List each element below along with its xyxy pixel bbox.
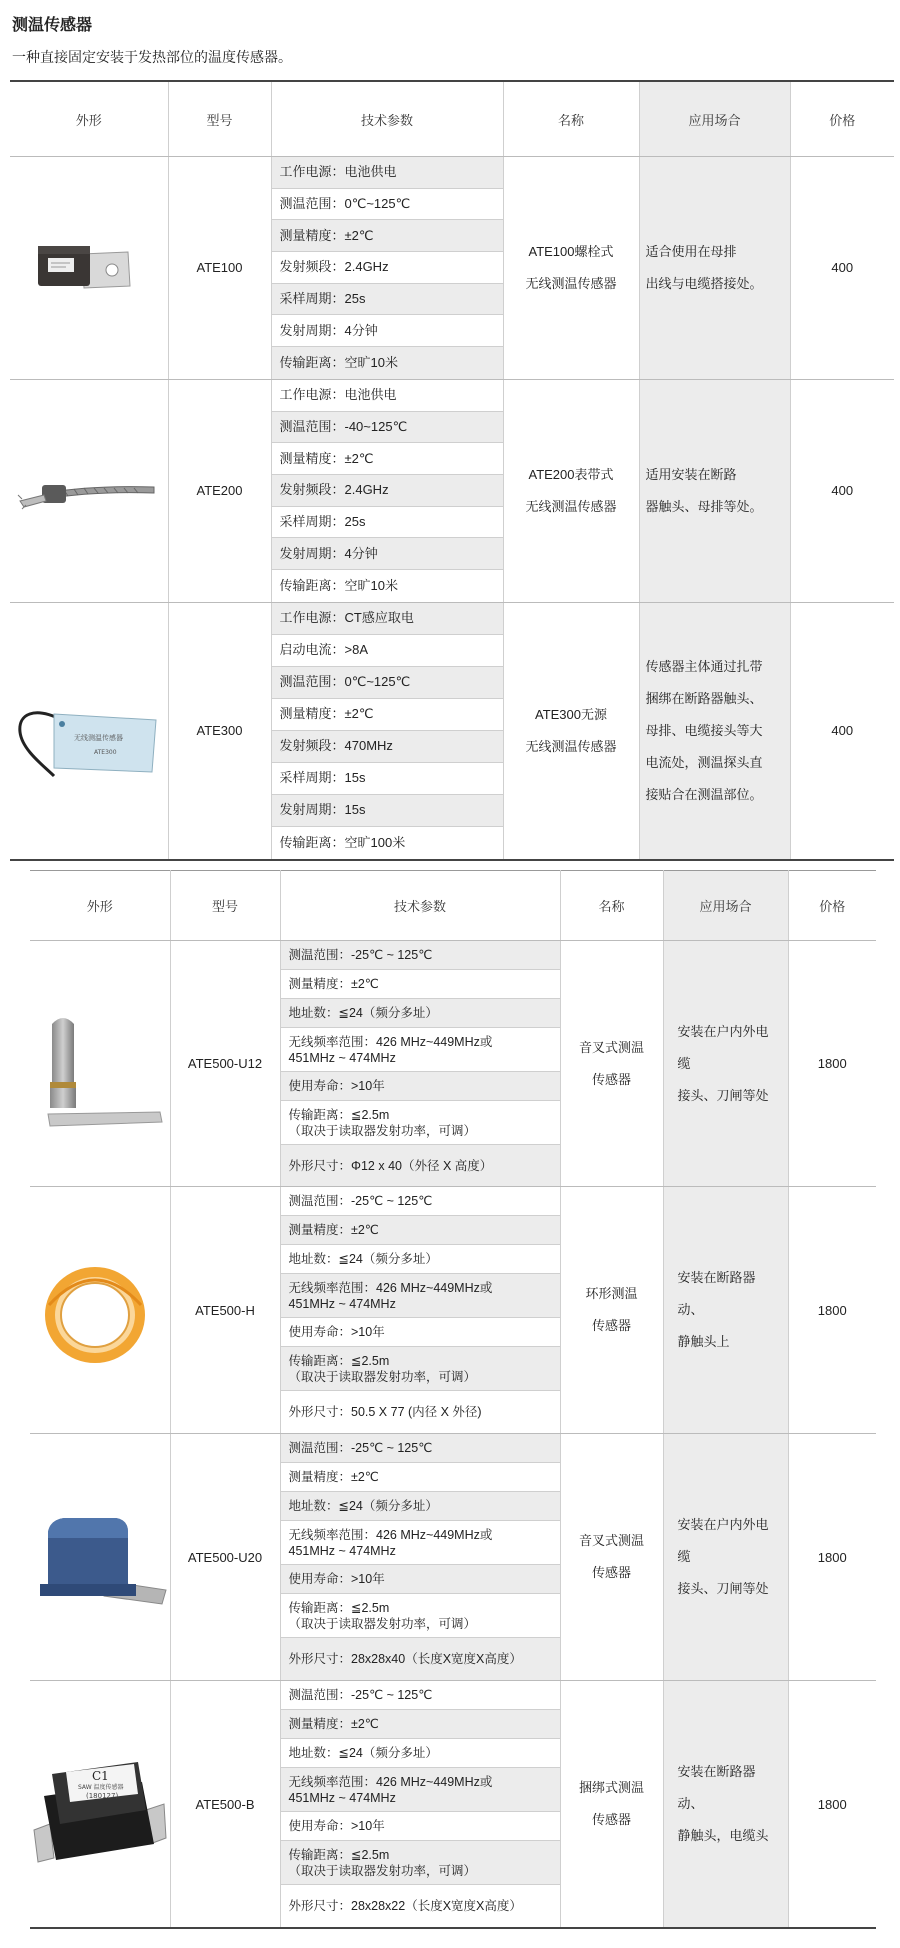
application-line: 安装在户内外电缆	[677, 1517, 769, 1564]
table-row	[10, 602, 894, 860]
product-image-cell	[30, 1434, 170, 1681]
spec-item: 使用寿命：>10年	[281, 1565, 560, 1594]
specs-cell	[271, 379, 503, 602]
sensor-label-text: 无线测温传感器	[73, 733, 123, 742]
table-row	[30, 1681, 876, 1929]
model-cell: ATE500-U12	[170, 941, 280, 1187]
spec-item: 外形尺寸：28x28x22（长度X宽度X高度）	[281, 1885, 560, 1927]
spec-item: 测量精度：±2℃	[272, 699, 503, 731]
product-name-cell	[560, 1434, 663, 1681]
sensor-label-title: C1	[92, 1769, 109, 1783]
spec-item: 外形尺寸：Φ12 x 40（外径 X 高度）	[281, 1145, 560, 1186]
spec-item: 传输距离：空旷10米	[272, 570, 503, 602]
spec-item: 采样周期：25s	[272, 507, 503, 539]
spec-item: 使用寿命：>10年	[281, 1318, 560, 1347]
application-line: 传感器主体通过扎带	[645, 658, 763, 674]
application-cell	[639, 379, 790, 602]
header-application: 应用场合	[639, 81, 790, 157]
application-cell	[663, 1187, 788, 1434]
spec-item: 传输距离：≦2.5m （取决于读取器发射功率，可调）	[281, 1347, 560, 1391]
model-cell: ATE200	[168, 379, 271, 602]
spec-item: 无线频率范围：426 MHz~449MHz或 451MHz ~ 474MHz	[281, 1028, 560, 1072]
product-name-line: 无线测温传感器	[525, 738, 617, 754]
spec-item: 发射频段：2.4GHz	[272, 475, 503, 507]
price-cell: 400	[831, 723, 854, 739]
specs-cell	[280, 941, 560, 1187]
model-cell: ATE300	[168, 602, 271, 860]
spec-item: 工作电源：电池供电	[272, 157, 503, 189]
spec-item: 使用寿命：>10年	[281, 1812, 560, 1841]
product-image-cell	[10, 602, 168, 860]
header-specs: 技术参数	[280, 871, 560, 941]
spec-item: 工作电源：电池供电	[272, 380, 503, 412]
strap-box-sensor-icon	[30, 1734, 170, 1874]
sensor-label-model: ATE300	[93, 748, 117, 756]
specs-cell	[280, 1434, 560, 1681]
product-name-cell	[503, 157, 639, 380]
application-cell	[639, 157, 790, 380]
spec-item: 传输距离：≦2.5m （取决于读取器发射功率，可调）	[281, 1101, 560, 1145]
spec-item: 测温范围：-25℃ ~ 125℃	[281, 1681, 560, 1710]
spec-item: 测量精度：±2℃	[281, 970, 560, 999]
header-specs: 技术参数	[271, 81, 503, 157]
spec-item: 地址数：≦24（频分多址）	[281, 1739, 560, 1768]
model-cell: ATE500-B	[170, 1681, 280, 1929]
cube-sensor-icon	[30, 1492, 170, 1622]
header-appearance: 外形	[30, 871, 170, 941]
application-line: 出线与电缆搭接处。	[645, 275, 763, 291]
page-title: 测温传感器	[12, 17, 93, 34]
specs-cell	[271, 602, 503, 860]
application-cell	[639, 602, 790, 860]
spec-item: 地址数：≦24（频分多址）	[281, 1492, 560, 1521]
product-name-cell	[560, 1187, 663, 1434]
product-name-line: 音叉式测温	[578, 1533, 644, 1548]
application-line: 电流处，测温探头直	[645, 754, 763, 770]
sensor-label-code: (180127)	[86, 1792, 119, 1800]
price-cell: 1800	[788, 1434, 876, 1681]
product-image-cell	[30, 941, 170, 1187]
application-cell	[663, 1681, 788, 1929]
spec-item: 采样周期：15s	[272, 763, 503, 795]
spec-item: 外形尺寸：28x28x40（长度X宽度X高度）	[281, 1638, 560, 1680]
model-cell: ATE500-H	[170, 1187, 280, 1434]
ring-sensor-icon	[35, 1245, 165, 1375]
model-cell: ATE100	[168, 157, 271, 380]
antenna-sensor-icon	[30, 994, 170, 1134]
price-cell: 400	[790, 157, 894, 380]
spec-item: 使用寿命：>10年	[281, 1072, 560, 1101]
spec-item: 测量精度：±2℃	[281, 1216, 560, 1245]
spec-item: 发射频段：2.4GHz	[272, 252, 503, 284]
spec-item: 发射频段：470MHz	[272, 731, 503, 763]
spec-item: 工作电源：CT感应取电	[272, 603, 503, 635]
application-line: 接头、刀闸等处	[677, 1087, 769, 1103]
application-cell	[663, 941, 788, 1187]
table-row	[30, 1187, 876, 1434]
product-name-cell	[560, 1681, 663, 1929]
table-row	[10, 379, 894, 602]
specs-cell	[271, 157, 503, 380]
product-name-line: ATE300无源	[534, 706, 607, 722]
product-name-line: 无线测温传感器	[525, 498, 617, 514]
spec-item: 传输距离：空旷10米	[272, 347, 503, 379]
ct-sensor-icon	[14, 676, 164, 786]
table-header-row	[10, 81, 894, 157]
product-name-cell	[503, 379, 639, 602]
product-name-line: 音叉式测温	[578, 1039, 644, 1055]
specs-cell	[280, 1681, 560, 1929]
header-model: 型号	[168, 81, 271, 157]
product-name-line: 环形测温	[585, 1286, 638, 1301]
product-image-cell	[10, 157, 168, 380]
application-line: 器触头、母排等处。	[645, 498, 763, 514]
product-name-line: ATE200表带式	[528, 466, 614, 482]
spec-item: 启动电流：>8A	[272, 635, 503, 667]
application-line: 静触头，电缆头	[677, 1828, 769, 1843]
price-cell: 1800	[788, 1187, 876, 1434]
spec-item: 发射周期：4分钟	[272, 315, 503, 347]
header-price: 价格	[790, 81, 894, 157]
header-price: 价格	[788, 871, 876, 941]
spec-item: 测温范围：0℃~125℃	[272, 667, 503, 699]
bolt-sensor-icon	[24, 228, 154, 308]
header-name: 名称	[503, 81, 639, 157]
product-name-line: 传感器	[591, 1318, 631, 1333]
application-line: 适合使用在母排	[645, 243, 737, 259]
table-row	[30, 941, 876, 1187]
spec-item: 测温范围：-25℃ ~ 125℃	[281, 941, 560, 970]
spec-item: 无线频率范围：426 MHz~449MHz或 451MHz ~ 474MHz	[281, 1521, 560, 1565]
strap-sensor-icon	[14, 461, 164, 521]
application-line: 静触头上	[677, 1334, 730, 1349]
product-name-line: 传感器	[591, 1565, 631, 1580]
header-name: 名称	[560, 871, 663, 941]
application-line: 安装在断路器动、	[677, 1270, 756, 1317]
spec-item: 测量精度：±2℃	[272, 443, 503, 475]
product-image-cell	[30, 1681, 170, 1929]
product-image-cell	[30, 1187, 170, 1434]
spec-item: 传输距离：空旷100米	[272, 827, 503, 859]
page-subtitle: 一种直接固定安装于发热部位的温度传感器。	[12, 49, 292, 65]
spec-item: 发射周期：15s	[272, 795, 503, 827]
application-line: 安装在户内外电缆	[677, 1023, 769, 1071]
product-name-line: ATE100螺栓式	[528, 243, 614, 259]
spec-item: 测温范围：-25℃ ~ 125℃	[281, 1434, 560, 1463]
spec-item: 传输距离：≦2.5m （取决于读取器发射功率，可调）	[281, 1594, 560, 1638]
header-application: 应用场合	[663, 871, 788, 941]
product-name-line: 传感器	[591, 1812, 631, 1827]
header-appearance: 外形	[10, 81, 168, 157]
application-cell	[663, 1434, 788, 1681]
spec-item: 传输距离：≦2.5m （取决于读取器发射功率，可调）	[281, 1841, 560, 1885]
application-line: 捆绑在断路器触头、	[645, 690, 763, 706]
spec-item: 地址数：≦24（频分多址）	[281, 999, 560, 1028]
spec-item: 测温范围：0℃~125℃	[272, 189, 503, 221]
header-model: 型号	[170, 871, 280, 941]
spec-item: 地址数：≦24（频分多址）	[281, 1245, 560, 1274]
price-cell: 1800	[817, 1796, 847, 1812]
application-line: 母排、电缆接头等大	[645, 722, 763, 738]
application-line: 安装在断路器动、	[677, 1764, 756, 1811]
model-cell: ATE500-U20	[170, 1434, 280, 1681]
price-cell: 1800	[788, 941, 876, 1187]
spec-item: 测温范围：-25℃ ~ 125℃	[281, 1187, 560, 1216]
spec-item: 无线频率范围：426 MHz~449MHz或 451MHz ~ 474MHz	[281, 1768, 560, 1812]
sensor-table-2	[30, 870, 876, 1929]
spec-item: 采样周期：25s	[272, 284, 503, 316]
table-row	[10, 157, 894, 380]
spec-item: 测量精度：±2℃	[281, 1710, 560, 1739]
price-cell: 400	[790, 379, 894, 602]
product-name-line: 无线测温传感器	[525, 275, 617, 291]
product-name-line: 传感器	[591, 1071, 631, 1087]
application-line: 接贴合在测温部位。	[645, 786, 763, 802]
spec-item: 发射周期：4分钟	[272, 538, 503, 570]
sensor-label-sub: SAW 温度传感器	[78, 1784, 124, 1791]
spec-item: 测量精度：±2℃	[281, 1463, 560, 1492]
product-name-cell	[503, 602, 639, 860]
application-line: 适用安装在断路	[645, 466, 737, 482]
table-row	[30, 1434, 876, 1681]
spec-item: 无线频率范围：426 MHz~449MHz或 451MHz ~ 474MHz	[281, 1274, 560, 1318]
product-name-line: 捆绑式测温	[578, 1780, 644, 1795]
spec-item: 测温范围：-40~125℃	[272, 412, 503, 444]
spec-item: 外形尺寸：50.5 X 77 (内径 X 外径)	[281, 1391, 560, 1433]
table-header-row	[30, 871, 876, 941]
product-image-cell	[10, 379, 168, 602]
sensor-table-1	[10, 80, 894, 861]
spec-item: 测量精度：±2℃	[272, 220, 503, 252]
product-name-cell	[560, 941, 663, 1187]
specs-cell	[280, 1187, 560, 1434]
application-line: 接头、刀闸等处	[677, 1581, 769, 1596]
